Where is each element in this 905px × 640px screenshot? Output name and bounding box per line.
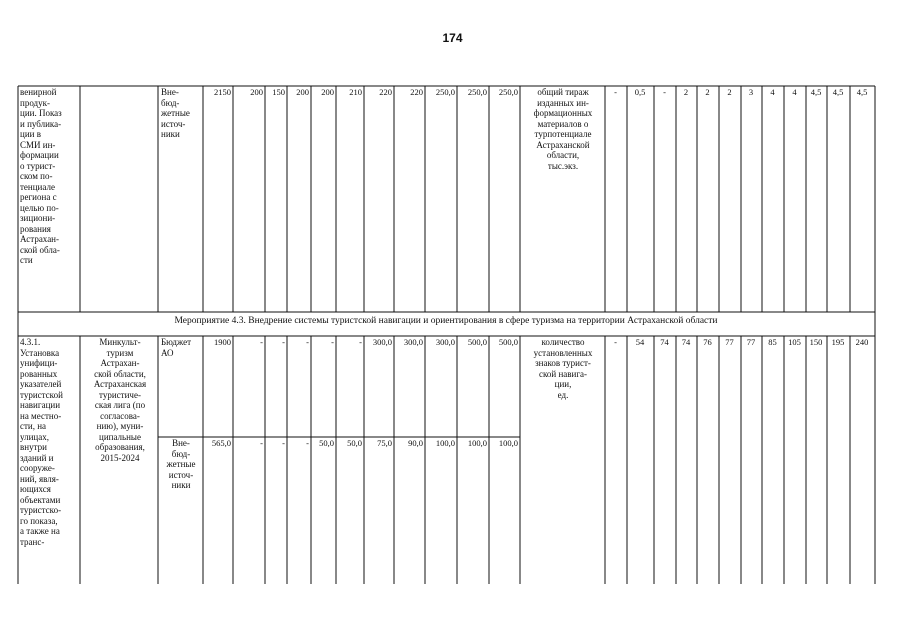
- row1-title-line: ской обла-: [20, 244, 60, 255]
- row1-title-line: и публика-: [20, 118, 62, 129]
- funding-value: 50,0: [319, 438, 334, 448]
- target-value: 2: [705, 87, 710, 97]
- funding-value: 200: [250, 87, 263, 97]
- funding-value: 500,0: [467, 337, 487, 347]
- target-value: 150: [809, 337, 823, 347]
- row1-title-line: СМИ ин-: [20, 139, 56, 150]
- row1-source-line: ники: [161, 129, 180, 139]
- row2-source-budget-line: АО: [161, 347, 174, 358]
- funding-value: 100,0: [498, 438, 518, 448]
- target-value: 4,5: [810, 87, 822, 97]
- row1-source-line: Вне-: [161, 87, 179, 97]
- target-value: 105: [788, 337, 801, 347]
- row1-title-line: зициони-: [20, 213, 56, 223]
- target-value: -: [614, 337, 617, 347]
- row1-indicator-line: материалов о: [537, 118, 589, 129]
- target-value: 4: [792, 87, 797, 97]
- row1-indicator-line: тыс.экз.: [547, 160, 579, 171]
- funding-value: 220: [379, 87, 392, 97]
- target-value: 3: [748, 87, 754, 97]
- row2-source-extra-line: жетные: [166, 459, 196, 469]
- row2-title-line: транс-: [20, 536, 45, 547]
- row1-indicator-line: общий тираж: [537, 87, 589, 97]
- row2-indicator-line: ской навига-: [538, 368, 588, 379]
- row2-title-line: го показа,: [20, 515, 58, 526]
- funding-value: -: [260, 337, 263, 347]
- funding-value: 565,0: [211, 438, 231, 448]
- row2-title-line: рованных: [20, 368, 58, 379]
- funding-value: 250,0: [498, 87, 518, 97]
- funding-value: -: [282, 337, 285, 347]
- row1-title-line: венирной: [20, 87, 57, 97]
- row2-executor-line: туристиче-: [99, 389, 141, 400]
- funding-value: -: [359, 337, 362, 347]
- row2-title-line: внутри: [20, 442, 47, 452]
- row1-title: [20, 87, 80, 266]
- target-value: -: [663, 87, 666, 97]
- row2-title-line: указателей: [20, 379, 62, 389]
- row2-title-line: сооруже-: [20, 463, 55, 473]
- row2-title-line: ющихся: [20, 484, 51, 494]
- funding-value: 210: [349, 87, 362, 97]
- row2-title-line: туристско-: [20, 505, 62, 515]
- row2-title-line: а также на: [20, 526, 60, 536]
- row2-source-extra-line: Вне-: [172, 438, 190, 448]
- row2-indicator-line: установленных: [533, 347, 593, 358]
- row1-title-line: сти: [20, 255, 33, 265]
- row1-title-line: рования: [20, 223, 51, 234]
- row2-executor: [82, 337, 158, 463]
- row2-executor-line: Минкульт-: [99, 337, 141, 347]
- row2-executor-line: ской области,: [94, 368, 146, 379]
- funding-value: -: [306, 438, 309, 448]
- row2-title-line: объектами: [20, 494, 61, 505]
- row1-title-line: продук-: [20, 97, 51, 108]
- row2-title-line: зданий и: [20, 452, 54, 463]
- row2-title-line: улицах,: [20, 431, 49, 442]
- row2-executor-line: Астраханская: [93, 379, 147, 389]
- funding-value: 300,0: [435, 337, 455, 347]
- funding-value: -: [331, 337, 334, 347]
- row2-title: [20, 337, 80, 547]
- target-value: 4: [770, 87, 775, 97]
- row1-indicator-line: Астраханской: [536, 139, 590, 150]
- row2-title-line: навигации: [20, 400, 61, 410]
- row2-executor-line: ципальные: [99, 431, 141, 442]
- row2-indicator: [521, 337, 605, 400]
- funding-value: 90,0: [408, 438, 423, 448]
- funding-value: 100,0: [435, 438, 455, 448]
- page-number: 174: [442, 31, 463, 45]
- row2-executor-line: Астрахан-: [100, 358, 140, 368]
- row1-indicator-line: формационных: [533, 108, 593, 118]
- row2-source-extra-line: источ-: [168, 469, 194, 480]
- row1-indicator: [521, 87, 605, 171]
- row2-source-extra-line: ники: [171, 480, 191, 490]
- row2-title-line: Установка: [20, 347, 60, 358]
- funding-value: 50,0: [347, 438, 362, 448]
- row2-executor-line: ская лига (по: [94, 400, 146, 410]
- row2-executor-line: образования,: [95, 442, 145, 452]
- target-value: 74: [681, 337, 691, 347]
- row1-title-line: региона с: [20, 192, 57, 202]
- row2-source-budget-line: Бюджет: [161, 337, 192, 347]
- target-value: 74: [660, 337, 669, 347]
- row2-executor-line: нию), муни-: [96, 421, 144, 431]
- funding-value: 2150: [214, 87, 231, 97]
- funding-value: 100,0: [467, 438, 487, 448]
- funding-value: 75,0: [377, 438, 392, 448]
- target-value: 76: [703, 337, 712, 347]
- funding-value: 300,0: [372, 337, 392, 347]
- row2-indicator-line: ции,: [554, 379, 572, 389]
- funding-value: -: [306, 337, 309, 347]
- row2-title-line: туристской: [20, 389, 63, 400]
- row1-source-line: источ-: [161, 118, 186, 129]
- target-value: -: [614, 87, 617, 97]
- row1-title-line: ском по-: [20, 171, 53, 181]
- row2-executor-line: 2015-2024: [100, 452, 140, 463]
- row2-executor-line: туризм: [106, 347, 134, 358]
- target-value: 195: [831, 337, 845, 347]
- row1-title-line: ции в: [20, 129, 41, 139]
- target-value: 77: [725, 337, 734, 347]
- funding-value: 150: [272, 87, 285, 97]
- target-value: 77: [746, 337, 756, 347]
- row1-title-line: ции. Показ: [20, 108, 62, 118]
- row1-indicator-line: области,: [546, 150, 580, 160]
- row1-title-line: о турист-: [20, 160, 56, 171]
- funding-value: 200: [296, 87, 309, 97]
- row1-title-line: тенциале: [20, 181, 55, 192]
- row2-executor-line: согласова-: [100, 410, 140, 421]
- funding-value: -: [282, 438, 285, 448]
- row2-title-line: на местно-: [20, 410, 62, 421]
- row2-indicator-line: ед.: [557, 389, 569, 400]
- row1-indicator-line: изданных ин-: [537, 97, 589, 108]
- row1-funding-source: [161, 87, 203, 140]
- funding-value: 220: [410, 87, 423, 97]
- target-value: 240: [855, 337, 869, 347]
- funding-value: 1900: [214, 337, 231, 347]
- row2-indicator-line: количество: [541, 337, 585, 347]
- section-heading: Мероприятие 4.3. Внедрение системы туристской навигации и ориентирования в сфере туризма на территории Астраханской области: [174, 316, 718, 326]
- row2-source-extra-line: бюд-: [171, 448, 191, 459]
- funding-value: 200: [321, 87, 334, 97]
- row1-title-line: Астрахан-: [20, 234, 59, 244]
- target-value: 4,5: [856, 87, 868, 97]
- target-value: 4,5: [832, 87, 844, 97]
- row2-title-line: ний, явля-: [20, 473, 59, 484]
- row1-source-line: жетные: [161, 108, 190, 118]
- row2-title-line: унифици-: [20, 358, 58, 368]
- row2-indicator-line: знаков турист-: [535, 358, 591, 368]
- funding-value: 250,0: [435, 87, 455, 97]
- row1-title-line: формации: [20, 150, 59, 160]
- target-value: 54: [635, 337, 645, 347]
- row2-title-line: сти, на: [20, 421, 47, 431]
- funding-value: 500,0: [498, 337, 518, 347]
- row2-title-line: 4.3.1.: [20, 337, 41, 347]
- target-value: 0,5: [634, 87, 646, 97]
- funding-value: -: [260, 438, 263, 448]
- funding-value: 250,0: [467, 87, 487, 97]
- funding-value: 300,0: [403, 337, 423, 347]
- row2-funding-source-extra: [160, 438, 202, 491]
- row1-source-line: бюд-: [161, 97, 180, 108]
- target-value: 85: [768, 337, 777, 347]
- target-value: 2: [727, 87, 732, 97]
- row1-indicator-line: турпотенциале: [534, 129, 592, 139]
- target-value: 2: [683, 87, 689, 97]
- row2-funding-source-budget: [161, 337, 203, 358]
- row1-title-line: целью по-: [20, 202, 59, 213]
